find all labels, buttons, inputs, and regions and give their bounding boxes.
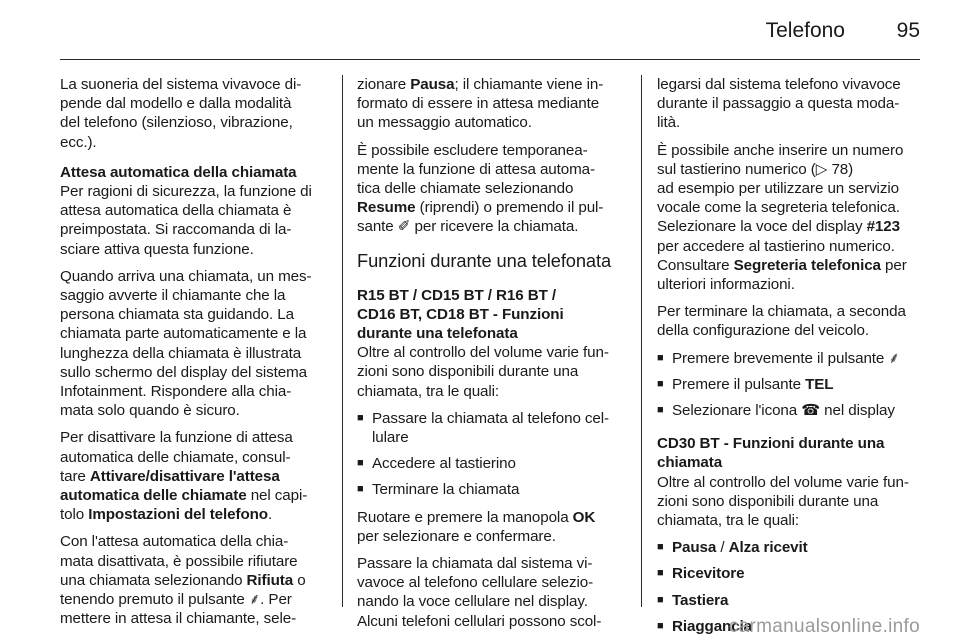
column-1 [60, 75, 330, 636]
page-number: 95 [896, 19, 920, 42]
column-3 [657, 75, 923, 644]
paragraph-keypad: È possibile anche inserire un numero sul tastierino numerico (▷ 78) ad esempio per utilizzare un servizio vocale come la segreteria telefonica. Selezionare la voce del display #123 per accedere al tastierino numerico. Consultare Segreteria telefonica per ulteriori informazioni. [657, 141, 907, 294]
paragraph-reject-call: Con l'attesa automatica della chia- mata disattivata, è possibile rifiutare una chiamata selezionando Rifiuta o tenendo premuto il pulsante ⸙. Per mettere in attesa il chiamante, sele- [60, 533, 306, 628]
list-item: ■ Tastiera [657, 591, 923, 610]
paragraph-resume: È possibile escludere temporanea- mente la funzione di attesa automa- tica delle chiamate selezionando Resume (riprendi) o premendo il pul- sante ✐ per ricevere la chiamata. [357, 141, 604, 236]
paragraph-auto-hold-detail: Quando arriva una chiamata, un mes- saggio avverte il chiamante che la persona chiamata sta guidando. La chiamata parte automaticamente e la lunghezza della chiamata è illustrata sullo schermo del display del sistema Infotainment. Rispondere alla chia- mata solo quando è sicuro. [60, 267, 312, 420]
label-123: #123 [866, 218, 900, 236]
label-ok: OK [572, 508, 596, 526]
ref-toggle-auto-hold: Attivare/disattivare l'attesa automatica delle chiamate [60, 467, 280, 505]
function-list [357, 409, 629, 500]
heading-auto-hold: Attesa automatica della chiamata [60, 163, 297, 181]
end-call-list [657, 349, 923, 421]
paragraph-end-call: Per terminare la chiamata, a seconda della configurazione del veicolo. [657, 303, 906, 340]
label-tel: TEL [805, 375, 834, 393]
header-rule [60, 59, 920, 60]
paragraph-knob: Ruotare e premere la manopola OK per selezionare e confermare. [357, 508, 596, 545]
section-heading-call-functions: Funzioni durante una telefonata [357, 249, 612, 271]
paragraph-ringtone: La suoneria del sistema vivavoce di- pende dal modello e dalla modalità del telefono (silenzioso, vibrazione, ecc.). [60, 76, 302, 151]
label-rifiuta: Rifiuta [246, 571, 294, 589]
list-item: ■ Premere brevemente il pulsante ⸙ [657, 349, 923, 368]
column-2 [357, 75, 629, 639]
column-divider-2 [641, 75, 642, 607]
list-item: ■ Passare la chiamata al telefono cel- lulare [357, 409, 629, 447]
page-reference-icon: ▷ [815, 160, 828, 178]
paragraph-cd30-intro: Oltre al controllo del volume varie fun- zioni sono disponibili durante una chiamata, tra le quali: [657, 473, 909, 530]
label-resume: Resume [357, 199, 416, 217]
ref-phone-settings: Impostazioni del telefono [88, 506, 268, 524]
list-item: ■ Ricevitore [657, 564, 923, 583]
hangup-display-icon: ☎ [801, 402, 821, 420]
label-pausa: Pausa [410, 76, 455, 93]
watermark: carmanualsonline.info [728, 616, 920, 637]
list-item: ■ Terminare la chiamata [357, 480, 629, 499]
paragraph-transfer: Passare la chiamata dal sistema vi- vavoce al telefono cellulare selezio- nando la voce cellulare nel display. Alcuni telefoni cellulari possono scol- [357, 555, 602, 630]
phone-end-icon: ⸙ [248, 591, 261, 609]
paragraph-disable-auto-hold: Per disattivare la funzione di attesa automatica delle chiamate, consul- tare Attivare/disattivare l'attesa automatica delle chiamate nel capi- tolo Impostazioni del telefono. [60, 429, 308, 524]
column-divider-1 [342, 75, 343, 607]
ref-voicemail: Segreteria telefonica [733, 256, 881, 274]
paragraph-functions-intro: Oltre al controllo del volume varie fun- zioni sono disponibili durante una chiamata, tra le quali: [357, 344, 609, 400]
list-item: ■ Accedere al tastierino [357, 454, 629, 473]
list-item: ■ Riaggancia [657, 617, 923, 636]
list-item: ■ Selezionare l'icona ☎ nel display [657, 401, 923, 420]
phone-end-icon: ⸙ [888, 349, 900, 367]
phone-answer-icon: ✐ [397, 218, 411, 236]
running-header-title: Telefono [765, 19, 845, 42]
paragraph-auto-hold-intro: Per ragioni di sicurezza, la funzione di attesa automatica della chiamata è preimpostata. Si raccomanda di la- sciare attiva questa funzione. [60, 183, 312, 258]
paragraph-pause: zionare Pausa; il chiamante viene in- formato di essere in attesa mediante un messaggio automatico. [357, 76, 604, 132]
list-item: ■ Pausa / Alza ricevit [657, 538, 923, 557]
paragraph-disconnect: legarsi dal sistema telefono vivavoce durante il passaggio a questa moda- lità. [657, 76, 901, 132]
heading-r15-functions: R15 BT / CD15 BT / R16 BT / CD16 BT, CD18 BT - Funzioni durante una telefonata [357, 286, 564, 343]
heading-cd30-functions: CD30 BT - Funzioni durante una chiamata [657, 435, 885, 472]
list-item: ■ Premere il pulsante TEL [657, 375, 923, 394]
